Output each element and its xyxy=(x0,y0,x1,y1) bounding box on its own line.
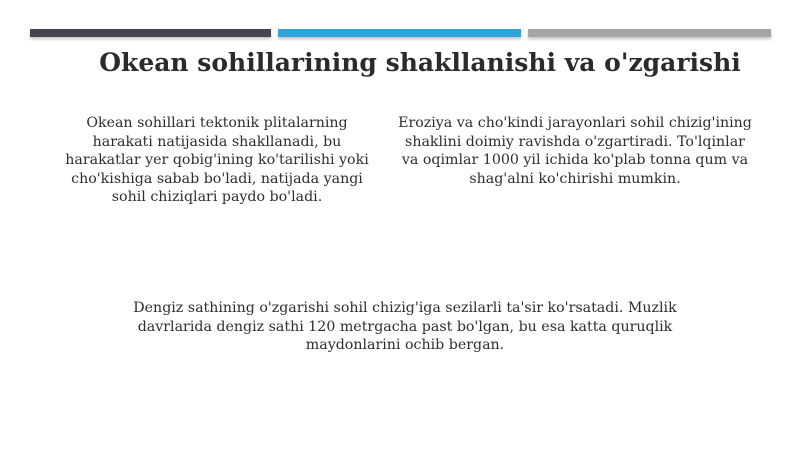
header-bar-gray xyxy=(528,29,771,37)
header-bar-blue xyxy=(278,29,521,37)
header-bar-dark xyxy=(30,29,271,37)
paragraph-right: Eroziya va cho'kindi jarayonlari sohil chizig'ining shaklini doimiy ravishda o'zgartiradi. To'lqinlar va oqimlar 1000 yil ichida ko'plab tonna qum va shag'alni ko'chirishi mumkin. xyxy=(398,115,752,187)
paragraph-left: Okean sohillari tektonik plitalarning harakati natijasida shakllanadi, bu harakatlar yer qobig'ining ko'tarilishi yoki cho'kishiga sabab bo'ladi, natijada yangi sohil chiziqlari paydo bo'ladi. xyxy=(65,115,369,205)
slide-title: Okean sohillarining shakllanishi va o'zgarishi xyxy=(99,48,741,77)
paragraph-bottom: Dengiz sathining o'zgarishi sohil chizig'iga sezilarli ta'sir ko'rsatadi. Muzlik davrlarida dengiz sathi 120 metrgacha past bo'lgan, bu esa katta quruqlik maydonlarini ochib bergan. xyxy=(133,300,677,353)
